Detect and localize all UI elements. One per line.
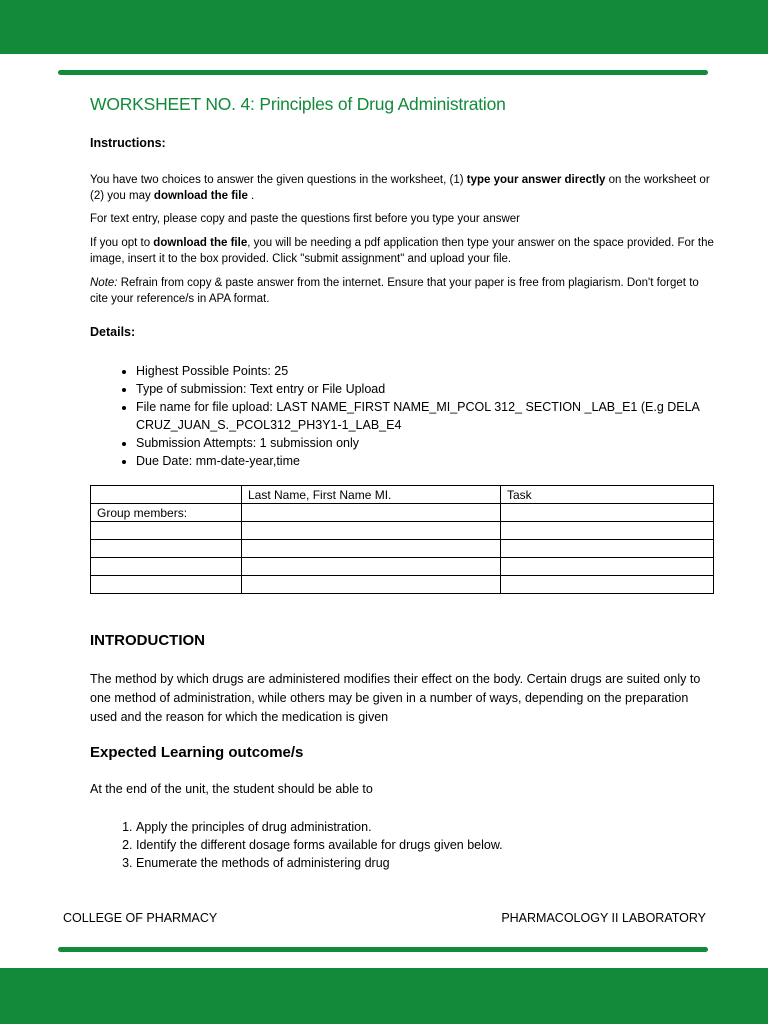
table-cell[interactable] xyxy=(91,576,242,594)
table-cell[interactable] xyxy=(501,576,714,594)
details-heading: Details: xyxy=(90,325,136,339)
introduction-heading: INTRODUCTION xyxy=(90,632,205,649)
footer-college: COLLEGE OF PHARMACY xyxy=(63,911,218,925)
table-cell[interactable] xyxy=(242,576,501,594)
details-item-due-date: • Due Date: mm-date-year,time xyxy=(136,452,726,470)
table-header-task: Task xyxy=(501,486,714,504)
table-cell[interactable] xyxy=(501,522,714,540)
table-cell[interactable] xyxy=(91,522,242,540)
instr3-bold-download: download the file xyxy=(153,237,248,249)
introduction-text: The method by which drugs are administered modifies their effect on the body. Certain drugs are suited only to one method of administration, while others may be given in a number of ways, depending on the preparation used and the reason for which the medication is given xyxy=(90,672,701,724)
instructions-heading: Instructions: xyxy=(90,136,166,150)
table-row xyxy=(91,504,714,522)
instr3-text-c: , you will be needing a pdf application then type your answer on the space provided. For the image, insert it to the box provided. Click "submit assignment" and upload your file. xyxy=(90,237,714,265)
header-divider xyxy=(58,70,708,75)
footer-band xyxy=(0,968,768,1024)
details-item-attempts: • Submission Attempts: 1 submission only xyxy=(136,434,726,452)
table-header-row xyxy=(91,486,714,504)
table-cell[interactable] xyxy=(501,540,714,558)
learning-outcomes-intro: At the end of the unit, the student should be able to xyxy=(90,782,373,796)
details-item-points: • Highest Possible Points: 25 xyxy=(136,362,726,380)
outcome-item: 1. Apply the principles of drug administration. xyxy=(136,818,503,836)
instr1-text-a: You have two choices to answer the given questions in the worksheet, (1) xyxy=(90,174,467,186)
footer-course: PHARMACOLOGY II LABORATORY xyxy=(501,911,706,925)
worksheet-body xyxy=(90,94,714,870)
outcome-item: 3. Enumerate the methods of administering drug xyxy=(136,854,503,872)
instruction-paragraph-3 xyxy=(90,235,714,267)
note-text: Refrain from copy & paste answer from the internet. Ensure that your paper is free from plagiarism. Don't forget to cite your reference/s in APA format. xyxy=(90,277,699,305)
table-cell[interactable] xyxy=(501,558,714,576)
table-cell[interactable] xyxy=(242,558,501,576)
worksheet-title: WORKSHEET NO. 4: Principles of Drug Administration xyxy=(90,94,506,114)
note-paragraph xyxy=(90,275,714,307)
instr1-bold-download: download the file xyxy=(153,190,248,202)
details-list xyxy=(110,362,726,470)
outcome-item: 2. Identify the different dosage forms available for drugs given below. xyxy=(136,836,503,854)
table-cell xyxy=(91,486,242,504)
footer-divider xyxy=(58,947,708,952)
table-row xyxy=(91,558,714,576)
table-cell[interactable] xyxy=(91,540,242,558)
table-row-label: Group members: xyxy=(91,504,242,522)
table-cell[interactable] xyxy=(242,540,501,558)
instr1-text-c: on the worksheet or (2) you may xyxy=(90,174,710,202)
header-band xyxy=(0,0,768,54)
group-members-table xyxy=(90,485,714,594)
instr3-text-a: If you opt to xyxy=(90,237,154,249)
instr1-bold-type: type your answer directly xyxy=(466,174,606,186)
table-row xyxy=(91,522,714,540)
instruction-paragraph-2: For text entry, please copy and paste the questions first before you type your answer xyxy=(90,213,520,225)
learning-outcomes-heading: Expected Learning outcome/s xyxy=(90,744,304,761)
table-header-name: Last Name, First Name MI. xyxy=(242,486,501,504)
table-row xyxy=(91,540,714,558)
table-cell[interactable] xyxy=(242,522,501,540)
table-cell[interactable] xyxy=(501,504,714,522)
details-item-submission-type: • Type of submission: Text entry or File Upload xyxy=(136,380,726,398)
note-label: Note: xyxy=(90,277,118,289)
table-row xyxy=(91,576,714,594)
instr1-text-e: . xyxy=(247,190,255,202)
instruction-paragraph-1 xyxy=(90,172,714,204)
table-cell[interactable] xyxy=(91,558,242,576)
details-item-file-name: • File name for file upload: LAST NAME_FIRST NAME_MI_PCOL 312_ SECTION _LAB_E1 (E.g DELA CRUZ_JUAN_S._PCOL312_PH3Y1-1_LAB_E4 xyxy=(136,398,726,434)
table-cell[interactable] xyxy=(242,504,501,522)
learning-outcomes-list xyxy=(108,818,503,872)
